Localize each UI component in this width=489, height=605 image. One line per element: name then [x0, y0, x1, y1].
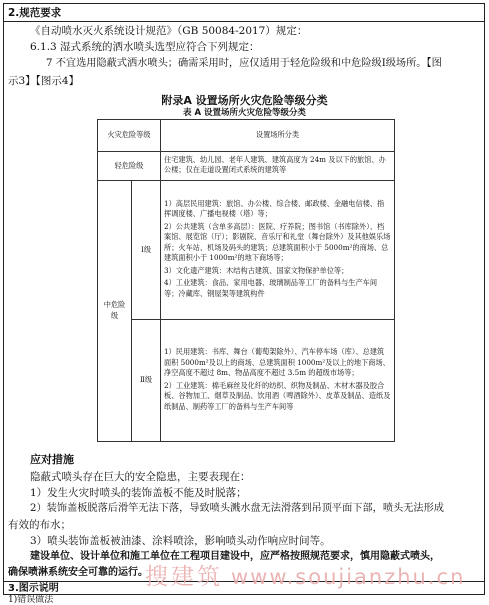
code-citation: 《自动喷水灭火系统设计规范》（GB 50084-2017）规定：: [30, 25, 308, 37]
mid-hazard-level-2-label: Ⅱ级: [132, 320, 161, 442]
clause-6-1-3: 6.1.3 湿式系统的洒水喷头选型应符合下列规定：: [30, 41, 260, 53]
table-caption: 表 A 设置场所火灾危险等级分类: [183, 108, 306, 118]
measures-intro: 隐蔽式喷头存在巨大的安全隐患，主要表现在：: [30, 471, 251, 483]
mid-hazard-level-1-label: Ⅰ级: [132, 180, 161, 320]
site-watermark: [145, 558, 465, 591]
watermark-cn: 搜建筑: [145, 564, 223, 590]
measures-heading: 应对措施: [30, 453, 74, 466]
light-hazard-label: 轻危险级: [98, 152, 161, 180]
mid-hazard-level-2-text: 1）民用建筑：书库、舞台（葡萄架除外）、汽车停车场（库）、总建筑面积 5000m²及以上的商场、总建筑面积 1000m²及以上的地下商场、净空高度不超过 8m、物品高度不超过 3.5m 的超级市场等； 2）工业建筑：棉毛麻丝及化纤的纺织、织物及制品、木材木器及胶合板、谷物加工、烟草及制品、饮用酒（啤酒除外）、皮革及制品、造纸及纸制品、制药等工厂的备料与生产车间等: [161, 320, 395, 442]
clause-item-7-cont: 示3】【图示4】: [8, 75, 80, 87]
header-hazard-level: 火灾危险等级: [98, 120, 161, 152]
measures-conclusion-cont: 确保喷淋系统安全可靠的运行。: [8, 567, 148, 578]
section-heading-illustrations: 3.图示说明: [8, 583, 59, 594]
measure-item-1: 1）发生火灾时喷头的装饰盖板不能及时脱落；: [30, 487, 247, 499]
mid-hazard-level-1-text: 1）高层民用建筑：旅馆、办公楼、综合楼、邮政楼、金融电信楼、指挥调度楼、广播电视楼（塔）等； 2）公共建筑（含单多高层）：医院、疗养院；图书馆（书库除外）、档案馆、展览馆（厅）；影剧院、音乐厅和礼堂（舞台除外）及其他娱乐场所；火车站、机场及码头的建筑；总建筑面积小于 5000m²的商场、总建筑面积小于 1000m²的地下商场等； 3）文化遗产建筑：木结构古建筑、国家文物保护单位等； 4）工业建筑：食品、家用电器、玻璃制品等工厂的备料与生产车间等；冷藏库、钢屋架等建筑构件: [161, 180, 395, 320]
measure-item-3: 3）喷头装饰盖板被油漆、涂料喷涂，影响喷头动作响应时间等。: [30, 535, 331, 547]
illustration-item-1: 1)错误做法: [8, 595, 54, 605]
hazard-classification-table: [97, 119, 395, 442]
mid-hazard-label: 中危险级: [98, 180, 132, 441]
section-heading-requirements: 2.规范要求: [8, 7, 62, 19]
light-hazard-text: 住宅建筑、幼儿园、老年人建筑、建筑高度为 24m 及以下的旅馆、办公楼；仅在走道设置闭式系统的建筑等: [161, 152, 395, 180]
measure-item-2: 2）装饰盖板脱落后滑竿无法下落，导致喷头溅水盘无法滑落到吊顶平面下部，喷头无法形成: [30, 503, 444, 514]
appendix-title: 附录A 设置场所火灾危险等级分类: [161, 94, 328, 107]
header-place-category: 设置场所分类: [161, 120, 395, 152]
clause-item-7: 7 不宜选用隐蔽式洒水喷头；确需采用时，应仅适用于轻危险级和中危险级Ⅰ级场所。【图: [46, 58, 442, 69]
measures-conclusion: 建设单位、设计单位和施工单位在工程项目建设中，应严格按照规范要求，慎用隐蔽式喷头，: [30, 551, 440, 562]
watermark-url: www.soujianzhu.cn: [231, 565, 466, 589]
measure-item-2-cont: 有效的布水；: [8, 519, 71, 531]
divider: [3, 21, 485, 22]
